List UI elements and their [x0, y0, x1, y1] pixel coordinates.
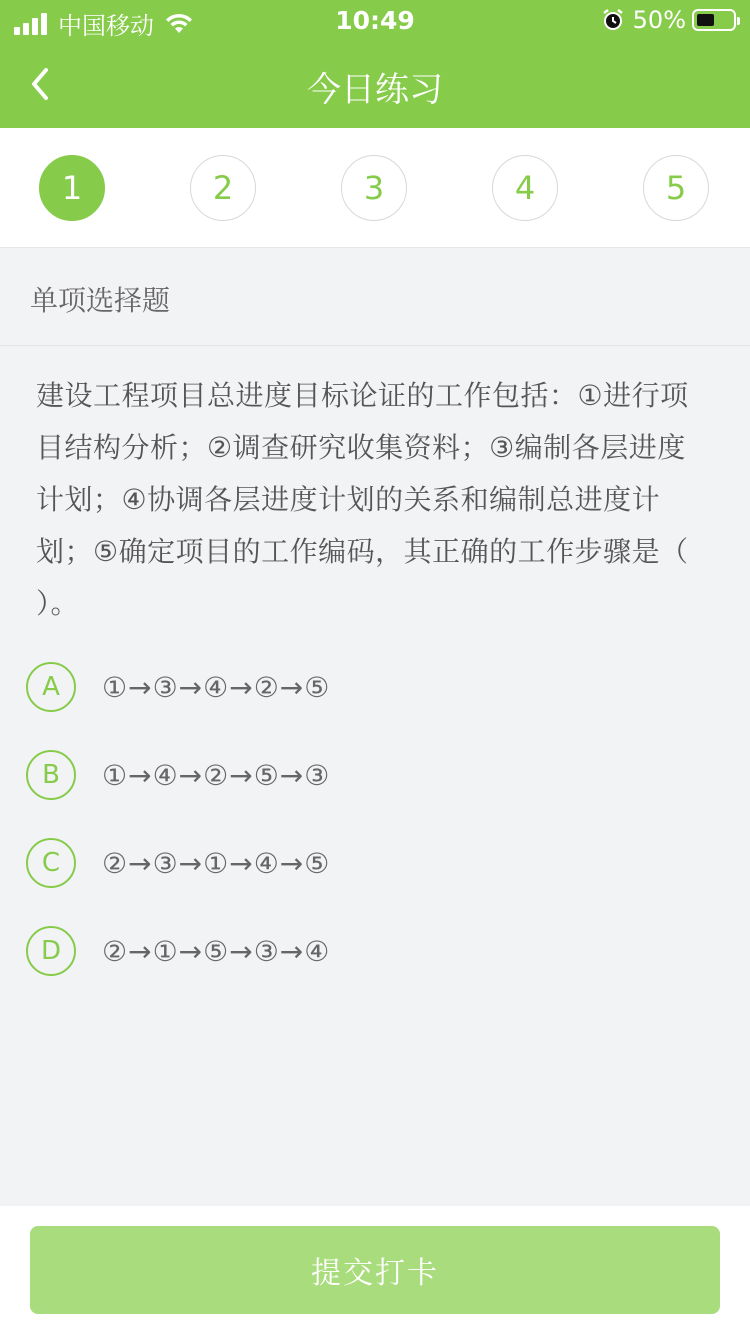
status-time: 10:49: [335, 6, 415, 35]
option-d[interactable]: [26, 925, 726, 977]
tab-question-2[interactable]: 2: [190, 155, 256, 221]
tab-question-4[interactable]: 4: [492, 155, 558, 221]
submit-checkin-button[interactable]: 提交打卡: [30, 1226, 720, 1314]
option-a[interactable]: [26, 661, 726, 713]
question-stem-line: ）。: [36, 587, 80, 620]
nav-bar: [0, 40, 750, 128]
battery-icon: [692, 9, 736, 31]
option-key-badge: B: [26, 750, 76, 800]
alarm-icon: [601, 8, 625, 32]
question-tabs: [0, 128, 750, 248]
tab-question-1[interactable]: 1: [39, 155, 105, 221]
footer-bar: [0, 1206, 750, 1334]
status-bar: [0, 0, 750, 40]
option-key-badge: C: [26, 838, 76, 888]
option-c[interactable]: [26, 837, 726, 889]
question-stem: [36, 370, 728, 630]
status-bar-right: [601, 6, 736, 34]
question-stem-line: 建设工程项目总进度目标论证的工作包括：①进行项: [36, 379, 689, 412]
question-stem-line: 计划；④协调各层进度计划的关系和编制总进度计: [36, 483, 661, 516]
question-stem-line: 划；⑤确定项目的工作编码，其正确的工作步骤是（: [36, 535, 689, 568]
option-key-badge: D: [26, 926, 76, 976]
tab-question-3[interactable]: 3: [341, 155, 407, 221]
option-text: ①→③→④→②→⑤: [102, 670, 331, 704]
page-title: 今日练习: [307, 70, 443, 110]
question-type-label: 单项选择题: [0, 248, 750, 346]
battery-percent: 50%: [632, 6, 686, 34]
option-text: ②→③→①→④→⑤: [102, 846, 331, 880]
option-text: ①→④→②→⑤→③: [102, 758, 331, 792]
carrier-name: 中国移动: [58, 12, 154, 40]
tab-question-5[interactable]: 5: [643, 155, 709, 221]
battery-level: [697, 14, 714, 26]
question-stem-line: 目结构分析；②调查研究收集资料；③编制各层进度: [36, 431, 686, 464]
option-key-badge: A: [26, 662, 76, 712]
option-b[interactable]: [26, 749, 726, 801]
app-header: [0, 0, 750, 128]
option-text: ②→①→⑤→③→④: [102, 934, 331, 968]
